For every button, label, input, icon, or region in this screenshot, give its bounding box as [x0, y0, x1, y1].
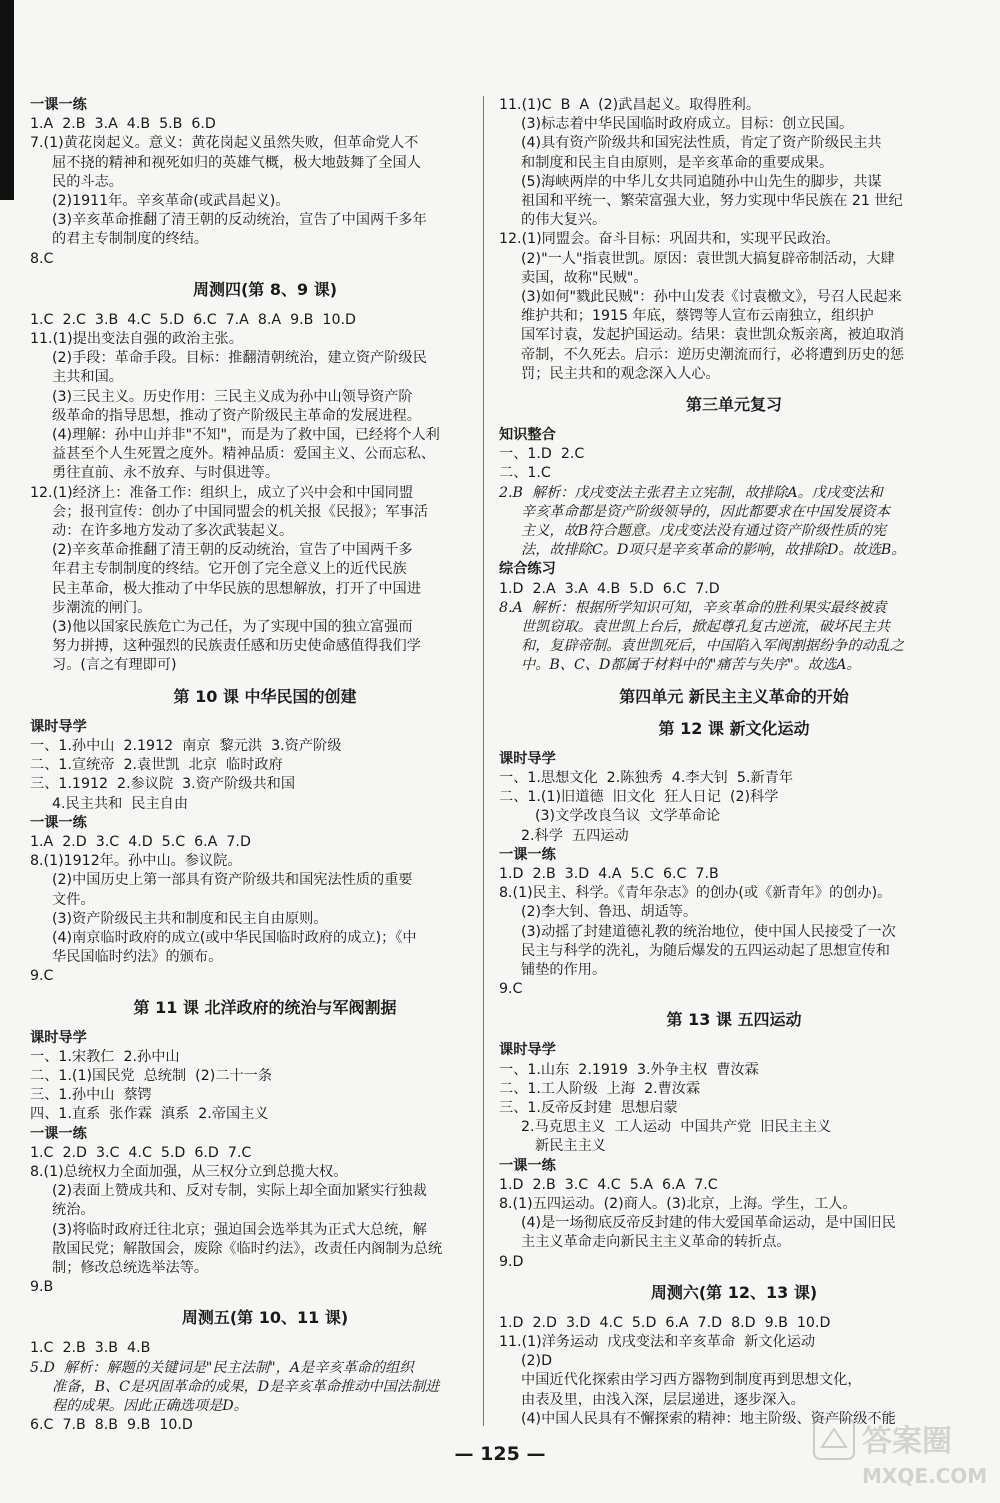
answer-line: 9.C	[499, 981, 523, 998]
section-subheading: 一课一练	[499, 846, 556, 863]
answer-line: 1.C 2.C 3.B 4.C 5.D 6.C 7.A 8.A 9.B 10.D	[30, 311, 356, 328]
answer-line: 11.(1)提出变法自强的政治主张。	[30, 331, 243, 348]
answer-line: 散国民党；解散国会，废除《临时约法》，改责任内阁制为总统	[52, 1240, 443, 1257]
answer-line: 民的斗志。	[52, 173, 123, 190]
answer-line: (4)理解：孙中山并非"不知"，而是为了救中国，已经将个人利	[52, 427, 440, 444]
answer-line: (3)三民主义。历史作用：三民主义成为孙中山领导资产阶	[52, 388, 413, 405]
section-subheading: 综合练习	[499, 561, 556, 578]
answer-line: (4)中国人民具有不懈探索的精神：地主阶级、资产阶级不能	[521, 1410, 896, 1427]
section-subheading: 一课一练	[30, 97, 87, 113]
answer-line: (2)"一人"指袁世凯。原因：袁世凯大搞复辟帝制活动，大肆	[521, 250, 895, 267]
answer-line: 勇往直前、永不放弃、与时俱进等。	[52, 465, 280, 482]
answer-line: 新民主主义	[535, 1138, 606, 1155]
answer-line: 会；报刊宣传：创办了中国同盟会的机关报《民报》；军事活	[52, 503, 428, 520]
answer-line: 7.(1)黄花岗起义。意义：黄花岗起义虽然失败，但革命党人不	[30, 135, 419, 152]
answer-line: 一、1.D 2.C	[499, 446, 585, 463]
watermark-url: MXQE.COM	[862, 1464, 988, 1488]
watermark-logo	[808, 1413, 988, 1493]
answer-line: 1.C 2.D 3.C 4.C 5.D 6.D 7.C	[30, 1144, 252, 1161]
answer-line: 制；修改总统选举法等。	[52, 1259, 209, 1276]
answer-line: 12.(1)同盟会。奋斗目标：巩固共和，实现平民政治。	[499, 231, 840, 248]
answer-line: 1.A 2.B 3.A 4.B 5.B 6.D	[30, 116, 216, 133]
answer-line: 6.C 7.B 8.B 9.B 10.D	[30, 1417, 193, 1434]
answer-line: (3)动摇了封建道德礼教的统治地位，使中国人民接受了一次	[521, 923, 896, 940]
section-subheading: 课时导学	[30, 1029, 87, 1046]
answer-line: (3)如何"戮此民贼"：孙中山发表《讨袁檄文》，号召人民起来	[521, 289, 902, 306]
answer-line: 民主革命，极大推动了中华民族的思想解放，打开了中国进	[52, 580, 421, 597]
answer-line: 二、1.C	[499, 465, 551, 482]
answer-line: 1.D 2.D 3.D 4.C 5.D 6.A 7.D 8.D 9.B 10.D	[499, 1314, 831, 1331]
answer-line: 1.D 2.A 3.A 4.B 5.D 6.C 7.D	[499, 580, 720, 597]
answer-line: 年君主专制制度的终结。它开创了完全意义上的近代民族	[52, 561, 407, 578]
answer-line: (2)1911年。辛亥革命(或武昌起义)。	[52, 193, 290, 210]
answer-line: 二、1.(1)旧道德 旧文化 狂人日记 (2)科学	[499, 789, 779, 806]
answer-line: 和制度和民主自由原则，是辛亥革命的重要成果。	[521, 154, 834, 171]
answer-line: 民主与科学的洗礼，为随后爆发的五四运动起了思想宣传和	[521, 942, 890, 959]
answer-line: 中国近代化探索由学习西方器物到制度再到思想文化，	[521, 1372, 862, 1389]
answer-line: 三、1.反帝反封建 思想启蒙	[499, 1099, 678, 1116]
answer-line: 辛亥革命都是资产阶级领导的，因此都要求在中国发展资本	[521, 503, 890, 520]
answer-line: 的伟大复兴。	[521, 212, 607, 229]
right-column	[499, 96, 969, 1429]
answer-line: 5.D 解析：解题的关键词是"民主法制"，A是辛亥革命的组织	[30, 1359, 414, 1376]
answer-line: (4)是一场彻底反帝反封建的伟大爱国革命运动，是中国旧民	[521, 1215, 896, 1232]
answer-line: 四、1.直系 张作霖 滇系 2.帝国主义	[30, 1106, 269, 1123]
answer-line: 习。(言之有理即可)	[52, 657, 177, 674]
answer-line: 8.(1)五四运动。(2)商人。(3)北京，上海。学生，工人。	[499, 1195, 857, 1212]
section-subheading: 课时导学	[499, 750, 556, 767]
answer-line: 主义，故B符合题意。戊戌变法没有通过资产阶级性质的宪	[521, 523, 887, 540]
watermark-text: 答案圈	[862, 1424, 952, 1459]
answer-line: 铺垫的作用。	[521, 961, 607, 978]
answer-line: 8.C	[30, 250, 54, 267]
answer-line: 和，复辟帝制。袁世凯死后，中国陷入军阀割据纷争的动乱之	[521, 638, 905, 655]
answer-line: 8.A 解析：根据所学知识可知，辛亥革命的胜利果实最终被袁	[499, 599, 887, 616]
scan-edge-bar	[0, 0, 14, 200]
answer-line: (2)李大钊、鲁迅、胡适等。	[521, 904, 698, 921]
section-title: 周测五(第 10、11 课)	[181, 1308, 349, 1328]
answer-line: (3)标志着中华民国临时政府成立。目标：创立民国。	[521, 116, 854, 133]
answer-line: 主主义革命走向新民主主义革命的转折点。	[521, 1234, 791, 1251]
answer-line: (2)中国历史上第一部具有资产阶级共和国宪法性质的重要	[52, 872, 413, 889]
section-title: 第 12 课 新文化运动	[658, 718, 810, 738]
answer-line: 帝制，不久死去。启示：逆历史潮流而行，必将遭到历史的惩	[521, 346, 905, 363]
answer-line: 1.C 2.B 3.B 4.B	[30, 1340, 151, 1357]
answer-line: 2.B 解析：戊戌变法主张君主立宪制，故排除A。戊戌变法和	[499, 484, 883, 501]
answer-line: 国军讨袁，发起护国运动。结果：袁世凯众叛亲离，被迫取消	[521, 327, 905, 344]
answer-line: 二、1.工人阶级 上海 2.曹汝霖	[499, 1080, 701, 1097]
answer-line: (3)文学改良刍议 文学革命论	[535, 808, 721, 825]
answer-line: 三、1.孙中山 蔡锷	[30, 1087, 152, 1104]
answer-line: 主共和国。	[52, 369, 123, 386]
answer-line: 9.C	[30, 968, 54, 985]
answer-line: (3)他以国家民族危亡为己任，为了实现中国的独立富强而	[52, 619, 413, 636]
answer-line: 4.民主共和 民主自由	[52, 795, 189, 812]
answer-line: (2)辛亥革命推翻了清王朝的反动统治，宣告了中国两千多	[52, 542, 413, 559]
section-subheading: 知识整合	[499, 427, 556, 444]
section-title: 周测六(第 12、13 课)	[650, 1282, 818, 1302]
section-title: 第 11 课 北洋政府的统治与军阀割据	[133, 997, 397, 1017]
section-subheading: 一课一练	[499, 1157, 556, 1174]
answer-line: (2)手段：革命手段。目标：推翻清朝统治，建立资产阶级民	[52, 350, 427, 367]
answer-line: 努力拼搏，这种强烈的民族责任感和历史使命感值得我们学	[52, 638, 421, 655]
answer-line: 华民国临时约法》的颁布。	[52, 949, 223, 966]
answer-line: 11.(1)洋务运动 戊戌变法和辛亥革命 新文化运动	[499, 1333, 816, 1350]
answer-line: 罚；民主共和的观念深入人心。	[521, 365, 720, 382]
answer-line: 文件。	[52, 891, 95, 908]
answer-line: 益甚至个人生死置之度外。精神品质：爱国主义、公而忘私、	[52, 446, 436, 463]
section-subheading: 课时导学	[30, 718, 87, 735]
section-title: 第四单元 新民主主义革命的开始	[619, 686, 849, 706]
answer-line: 11.(1)C B A (2)武昌起义。取得胜利。	[499, 97, 761, 113]
answer-line: 一、1.宋教仁 2.孙中山	[30, 1048, 180, 1065]
section-subheading: 一课一练	[30, 814, 87, 831]
answer-line: 世凯窃取。袁世凯上台后，掀起尊孔复古逆流，破坏民主共	[521, 619, 890, 636]
section-title: 第 10 课 中华民国的创建	[173, 686, 357, 706]
left-column	[30, 96, 500, 1435]
answer-line: 二、1.宣统帝 2.袁世凯 北京 临时政府	[30, 757, 283, 774]
answer-line: 8.(1)总统权力全面加强，从三权分立到总揽大权。	[30, 1163, 348, 1180]
answer-line: 卖国，故称"民贼"。	[521, 269, 648, 286]
answer-line: 一、1.山东 2.1919 3.外争主权 曹汝霖	[499, 1061, 759, 1078]
answer-line: 步潮流的闸门。	[52, 599, 152, 616]
answer-line: 12.(1)经济上：准备工作：组织上，成立了兴中会和中国同盟	[30, 484, 414, 501]
answer-line: 动：在许多地方发动了多次武装起义。	[52, 523, 294, 540]
answer-line: (5)海峡两岸的中华儿女共同追随孙中山先生的脚步，共谋	[521, 173, 882, 190]
answer-line: (3)辛亥革命推翻了清王朝的反动统治，宣告了中国两千多年	[52, 212, 427, 229]
answer-line: 准备，B、C是巩固革命的成果，D是辛亥革命推动中国法制进	[52, 1378, 440, 1395]
answer-line: 祖国和平统一、繁荣富强大业，努力实现中华民族在 21 世纪	[521, 193, 903, 210]
answer-line: 1.D 2.B 3.D 4.A 5.C 6.C 7.B	[499, 865, 719, 882]
answer-line: 1.A 2.D 3.C 4.D 5.C 6.A 7.D	[30, 833, 251, 850]
answer-line: 9.D	[499, 1253, 524, 1270]
section-title: 第三单元复习	[685, 395, 782, 415]
answer-line: 由表及里，由浅入深，层层递进，逐步深入。	[521, 1391, 805, 1408]
section-subheading: 课时导学	[499, 1042, 556, 1059]
answer-line: 一、1.思想文化 2.陈独秀 4.李大钊 5.新青年	[499, 769, 794, 786]
answer-line: 三、1.1912 2.参议院 3.资产阶级共和国	[30, 776, 296, 793]
answer-line: 8.(1)民主、科学。《青年杂志》的创办(或《新青年》的创办)。	[499, 885, 892, 902]
answer-line: 8.(1)1912年。孙中山。参议院。	[30, 853, 242, 870]
answer-line: 9.B	[30, 1279, 54, 1296]
section-subheading: 一课一练	[30, 1125, 87, 1142]
answer-line: 的君主专制制度的终结。	[52, 231, 209, 248]
answer-line: (2)D	[521, 1353, 553, 1370]
answer-line: 级革命的指导思想，推动了资产阶级民主革命的发展进程。	[52, 407, 421, 424]
section-title: 第 13 课 五四运动	[666, 1010, 802, 1030]
answer-line: 统治。	[52, 1202, 95, 1219]
answer-line: 法，故排除C。D项只是辛亥革命的影响，故排除D。故选B。	[521, 542, 906, 559]
answer-line: (4)具有资产阶级共和国宪法性质，肯定了资产阶级民主共	[521, 135, 882, 152]
answer-line: (3)将临时政府迁往北京；强迫国会选举其为正式大总统，解	[52, 1221, 427, 1238]
answer-line: 二、1.(1)国民党 总统制 (2)二十一条	[30, 1067, 273, 1084]
answer-line: 屈不挠的精神和视死如归的英雄气概，极大地鼓舞了全国人	[52, 154, 421, 171]
column-divider	[483, 96, 484, 1426]
answer-line: 一、1.孙中山 2.1912 南京 黎元洪 3.资产阶级	[30, 737, 342, 754]
answer-line: (3)资产阶级民主共和制度和民主自由原则。	[52, 910, 328, 927]
answer-line: (2)表面上赞成共和、反对专制，实际上却全面加紧实行独裁	[52, 1183, 427, 1200]
answer-line: 1.D 2.B 3.C 4.C 5.A 6.A 7.C	[499, 1176, 718, 1193]
answer-line: 程的成果。因此正确选项是D。	[52, 1397, 248, 1414]
answer-line: 2.科学 五四运动	[521, 827, 629, 844]
answer-line: (4)南京临时政府的成立(或中华民国临时政府的成立)；《中	[52, 929, 417, 946]
answer-line: 中。B、C、D都属于材料中的"痛苦与失序"。故选A。	[521, 657, 861, 674]
page-number: — 125 —	[454, 1443, 546, 1465]
answer-line: 维护共和；1915 年底，蔡锷等人宣布云南独立，组织护	[521, 308, 874, 325]
section-title: 周测四(第 8、9 课)	[192, 279, 338, 299]
answer-line: 2.马克思主义 工人运动 中国共产党 旧民主主义	[521, 1119, 832, 1136]
